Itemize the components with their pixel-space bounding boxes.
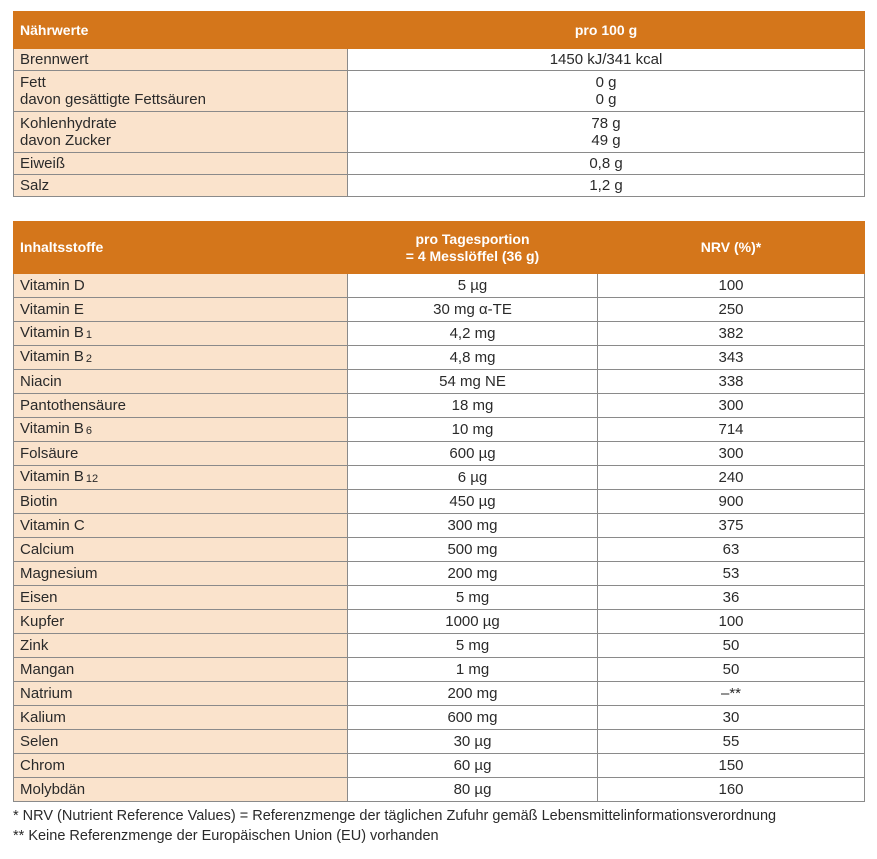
nutrition-row [14,71,865,112]
ingredient-name: Vitamin D [20,277,85,294]
nutrition-label-line: Salz [20,177,50,194]
ingredient-name-cell [14,442,348,466]
nutrition-label-line: Brennwert [20,51,89,68]
ingredient-amount: 1000 µg [348,610,598,634]
ingredient-amount: 200 mg [348,682,598,706]
ingredients-header-nrv: NRV (%)* [598,222,865,274]
ingredient-amount: 4,8 mg [348,346,598,370]
ingredient-amount: 6 µg [348,466,598,490]
nutrition-value-line: 0 g [595,91,617,108]
ingredient-nrv: 338 [598,370,865,394]
ingredient-name-cell [14,778,348,802]
ingredient-name: Vitamin B [20,324,84,341]
ingredient-name-cell [14,658,348,682]
ingredient-row [14,562,865,586]
nutrition-label-line: davon Zucker [20,132,111,149]
ingredient-nrv: 240 [598,466,865,490]
ingredient-amount: 1 mg [348,658,598,682]
ingredient-nrv: 50 [598,658,865,682]
daily-portion-line1: pro Tagesportion [415,230,530,247]
nutrition-value-line: 1,2 g [589,177,623,194]
ingredient-name: Natrium [20,685,73,702]
ingredient-row [14,586,865,610]
ingredient-name: Vitamin B [20,420,84,437]
ingredient-nrv: 300 [598,394,865,418]
ingredient-amount: 300 mg [348,514,598,538]
nutrition-label-line: Kohlenhydrate [20,115,117,132]
ingredient-row [14,346,865,370]
ingredient-name-cell [14,586,348,610]
ingredient-name-cell [14,394,348,418]
ingredients-header-label: Inhaltsstoffe [14,222,348,274]
ingredient-row [14,778,865,802]
ingredient-name: Calcium [20,541,75,558]
ingredient-row [14,706,865,730]
ingredient-nrv: 382 [598,322,865,346]
ingredient-amount: 30 mg α-TE [348,298,598,322]
ingredient-row [14,490,865,514]
ingredient-name: Chrom [20,757,66,774]
ingredient-name: Folsäure [20,445,79,462]
nutrition-value [348,175,865,197]
ingredient-nrv: 714 [598,418,865,442]
ingredient-nrv: 900 [598,490,865,514]
footnote-nrv: * NRV (Nutrient Reference Values) = Referenzmenge der täglichen Zufuhr gemäß Lebensmittelinformationsverordnung [13,808,777,824]
ingredient-nrv: 343 [598,346,865,370]
ingredient-amount: 18 mg [348,394,598,418]
ingredient-row [14,418,865,442]
ingredient-nrv: 250 [598,298,865,322]
ingredients-header-row [14,222,865,274]
ingredient-amount: 500 mg [348,538,598,562]
ingredient-name-cell [14,466,348,490]
ingredient-name-subscript: 2 [85,353,93,365]
ingredient-name-cell [14,538,348,562]
nutrition-value-line: 49 g [591,132,621,149]
nutrition-value [348,49,865,71]
ingredient-name-cell [14,322,348,346]
ingredient-row [14,394,865,418]
nutrition-value [348,71,865,112]
daily-portion-line2: = 4 Messlöffel (36 g) [405,247,540,264]
ingredient-nrv: 150 [598,754,865,778]
ingredient-amount: 80 µg [348,778,598,802]
ingredient-amount: 600 µg [348,442,598,466]
ingredient-row [14,538,865,562]
ingredient-row [14,610,865,634]
ingredient-nrv: 375 [598,514,865,538]
ingredients-table [13,221,865,802]
ingredient-row [14,514,865,538]
ingredient-nrv: –** [598,682,865,706]
ingredient-row [14,634,865,658]
ingredient-amount: 5 mg [348,586,598,610]
ingredient-name: Kalium [20,709,66,726]
ingredient-nrv: 55 [598,730,865,754]
ingredient-name-cell [14,706,348,730]
ingredient-row [14,658,865,682]
ingredient-name: Biotin [20,493,58,510]
ingredient-amount: 54 mg NE [348,370,598,394]
ingredient-name: Selen [20,733,59,750]
ingredient-row [14,754,865,778]
ingredient-name-cell [14,514,348,538]
ingredient-name: Eisen [20,589,58,606]
ingredient-nrv: 300 [598,442,865,466]
ingredient-name: Magnesium [20,565,98,582]
ingredient-name: Vitamin B [20,348,84,365]
ingredient-name-cell [14,682,348,706]
ingredient-nrv: 50 [598,634,865,658]
nutrition-row [14,49,865,71]
ingredient-amount: 600 mg [348,706,598,730]
ingredient-row [14,322,865,346]
ingredient-name-cell [14,346,348,370]
nutrition-label [14,175,348,197]
ingredient-name-cell [14,634,348,658]
ingredient-name: Molybdän [20,781,86,798]
ingredient-amount: 30 µg [348,730,598,754]
ingredient-nrv: 63 [598,538,865,562]
ingredient-name: Zink [20,637,49,654]
ingredient-amount: 450 µg [348,490,598,514]
nutrition-value [348,153,865,175]
ingredient-nrv: 30 [598,706,865,730]
footnote-no-reference: ** Keine Referenzmenge der Europäischen Union (EU) vorhanden [13,828,439,844]
nutrition-value-line: 78 g [591,115,621,132]
ingredient-name: Vitamin C [20,517,85,534]
ingredient-row [14,682,865,706]
ingredient-amount: 60 µg [348,754,598,778]
ingredient-amount: 5 µg [348,274,598,298]
ingredient-nrv: 100 [598,274,865,298]
ingredient-name: Kupfer [20,613,65,630]
ingredient-amount: 10 mg [348,418,598,442]
ingredient-name-subscript: 6 [85,425,93,437]
ingredient-name: Vitamin E [20,301,84,318]
nutrition-row [14,112,865,153]
ingredient-name-cell [14,754,348,778]
footnotes [13,806,873,846]
ingredient-amount: 200 mg [348,562,598,586]
nutrition-label-line: Fett [20,74,46,91]
ingredient-row [14,274,865,298]
ingredient-nrv: 100 [598,610,865,634]
ingredient-name: Pantothensäure [20,397,126,414]
nutrition-row [14,175,865,197]
ingredient-name-cell [14,418,348,442]
ingredient-name: Niacin [20,373,62,390]
ingredient-nrv: 160 [598,778,865,802]
ingredient-row [14,466,865,490]
ingredient-name-cell [14,298,348,322]
ingredient-row [14,370,865,394]
nutrition-value [348,112,865,153]
nutrition-label-line: davon gesättigte Fettsäuren [20,91,206,108]
ingredient-name-subscript: 1 [85,329,93,341]
ingredient-name-cell [14,274,348,298]
nutrition-label [14,153,348,175]
ingredient-name: Mangan [20,661,75,678]
nutrition-value-line: 0,8 g [589,155,623,172]
ingredient-row [14,298,865,322]
ingredient-name-subscript: 12 [85,473,99,485]
nutrition-row [14,153,865,175]
ingredients-header-daily-portion [348,222,598,274]
nutrition-label [14,71,348,112]
nutrition-header-per100g: pro 100 g [348,12,865,49]
ingredient-name-cell [14,490,348,514]
ingredient-row [14,730,865,754]
nutrition-value-line: 1450 kJ/341 kcal [549,51,663,68]
nutrition-value-line: 0 g [595,74,617,91]
ingredient-nrv: 36 [598,586,865,610]
ingredient-name-cell [14,562,348,586]
ingredient-amount: 4,2 mg [348,322,598,346]
ingredient-name: Vitamin B [20,468,84,485]
ingredient-amount: 5 mg [348,634,598,658]
nutrition-header-label: Nährwerte [14,12,348,49]
ingredient-row [14,442,865,466]
ingredient-nrv: 53 [598,562,865,586]
ingredient-name-cell [14,610,348,634]
ingredient-name-cell [14,730,348,754]
nutrition-label-line: Eiweiß [20,155,66,172]
nutrition-table [13,11,865,197]
nutrition-label [14,49,348,71]
nutrition-header-row [14,12,865,49]
nutrition-label [14,112,348,153]
ingredient-name-cell [14,370,348,394]
